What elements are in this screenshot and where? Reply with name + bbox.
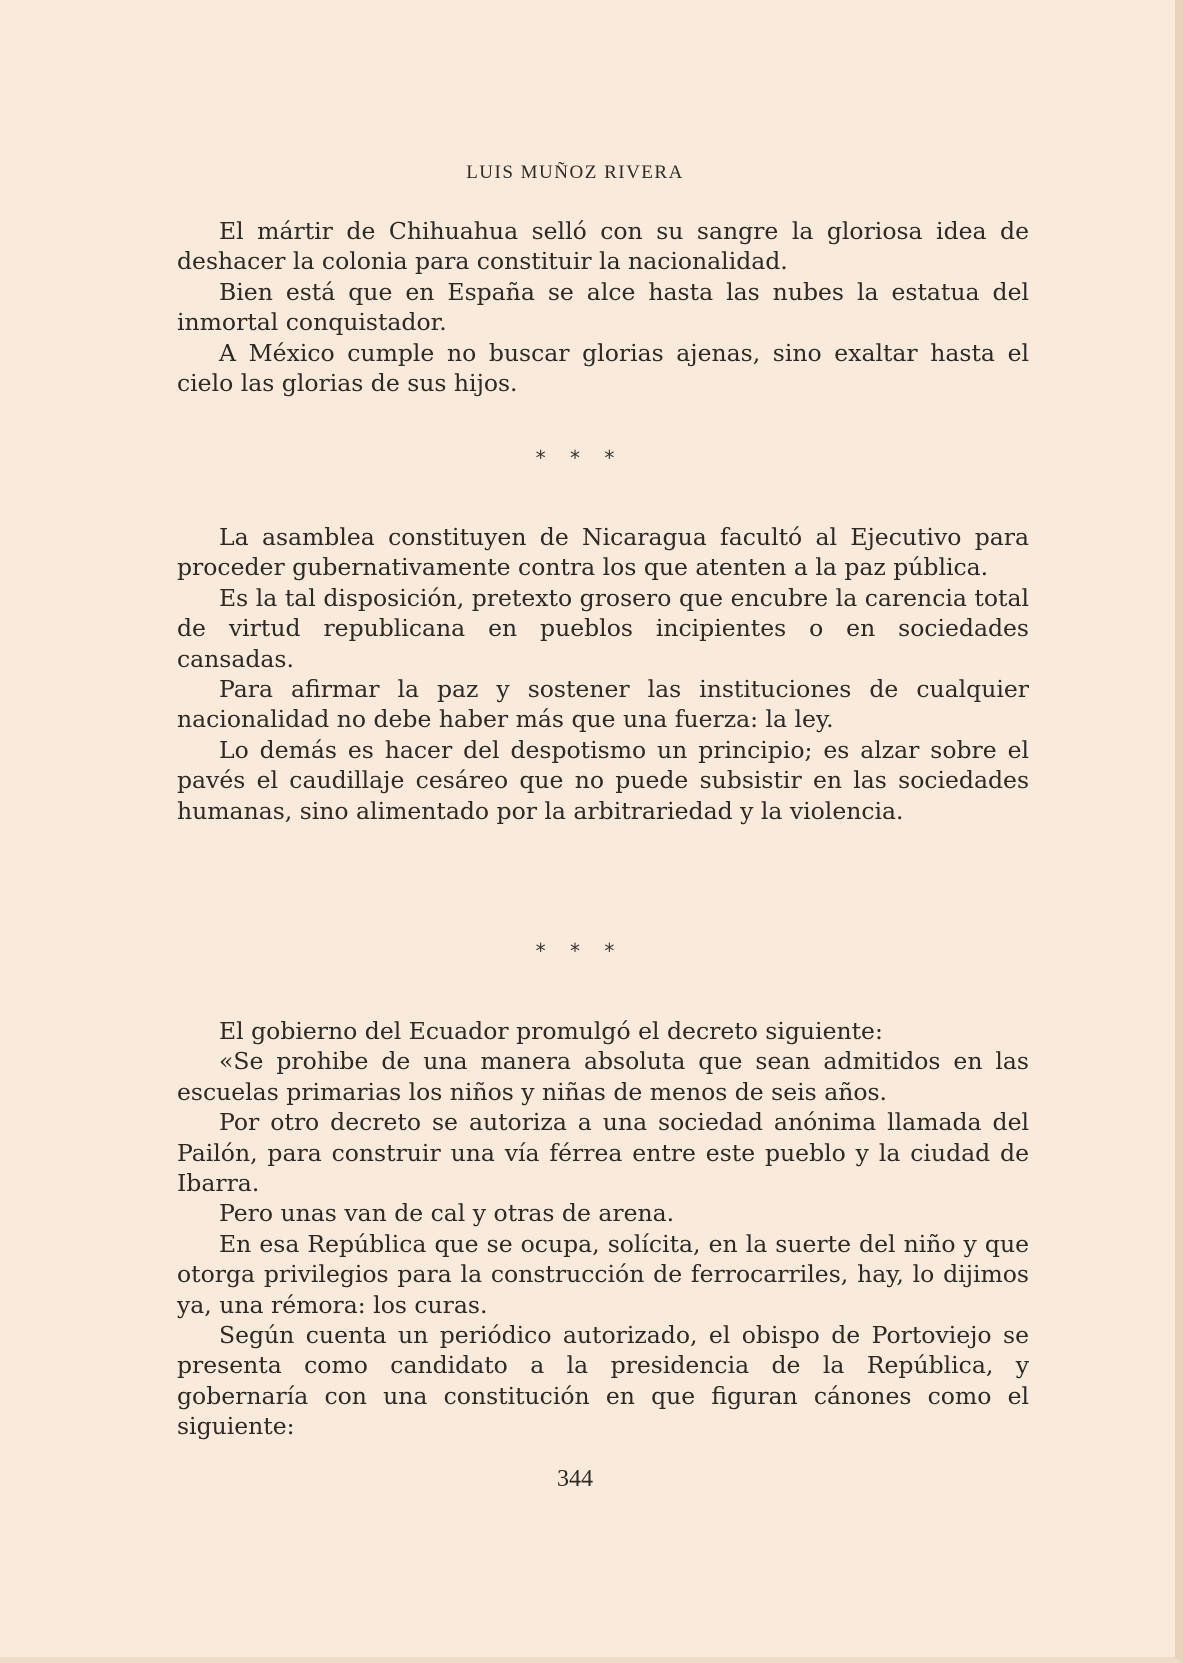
page-number: 344	[557, 1466, 593, 1492]
section-mexico	[177, 216, 1029, 398]
paragraph: La asamblea constituyen de Nicaragua facultó al Ejecutivo para proceder gubernativamente contra los que atenten a la paz pública.	[177, 523, 1029, 582]
paragraph: Por otro decreto se autoriza a una sociedad anónima llamada del Pailón, para construir una vía férrea entre este pueblo y la ciudad de Ibarra.	[177, 1108, 1029, 1198]
running-head: LUIS MUÑOZ RIVERA	[466, 162, 684, 183]
paragraph: Bien está que en España se alce hasta las nubes la estatua del inmortal conquistador.	[177, 277, 1029, 337]
paragraph: A México cumple no buscar glorias ajenas, sino exaltar hasta el cielo las glorias de sus hijos.	[177, 338, 1029, 398]
paragraph: Lo demás es hacer del despotismo un principio; es alzar sobre el pavés el caudillaje cesáreo que no puede subsistir en las sociedades humanas, sino alimentado por la arbitrariedad y la violencia.	[177, 735, 1029, 825]
section-separator: * * *	[535, 939, 615, 963]
paragraph: Para afirmar la paz y sostener las instituciones de cualquier nacionalidad no debe haber más que una fuerza: la ley.	[177, 675, 1029, 734]
paragraph: Es la tal disposición, pretexto grosero que encubre la carencia total de virtud republicana en pueblos incipientes o en sociedades cansadas.	[177, 583, 1029, 673]
section-ecuador	[177, 1016, 1029, 1442]
paragraph: «Se prohibe de una manera absoluta que sean admitidos en las escuelas primarias los niños y niñas de menos de seis años.	[177, 1047, 1029, 1106]
paragraph: Pero unas van de cal y otras de arena.	[219, 1199, 675, 1228]
section-separator: * * *	[535, 446, 615, 470]
paragraph: El gobierno del Ecuador promulgó el decreto siguiente:	[219, 1017, 883, 1045]
paragraph: El mártir de Chihuahua selló con su sangre la gloriosa idea de deshacer la colonia para constituir la nacionalidad.	[177, 217, 1029, 276]
section-nicaragua	[177, 522, 1029, 826]
paragraph: Según cuenta un periódico autorizado, el obispo de Portoviejo se presenta como candidato a la presidencia de la República, y gobernaría con una constitución en que figuran cánones como el siguiente:	[177, 1321, 1029, 1441]
paragraph: En esa República que se ocupa, solícita, en la suerte del niño y que otorga privilegios para la construcción de ferrocarriles, hay, lo dijimos ya, una rémora: los curas.	[177, 1229, 1029, 1319]
